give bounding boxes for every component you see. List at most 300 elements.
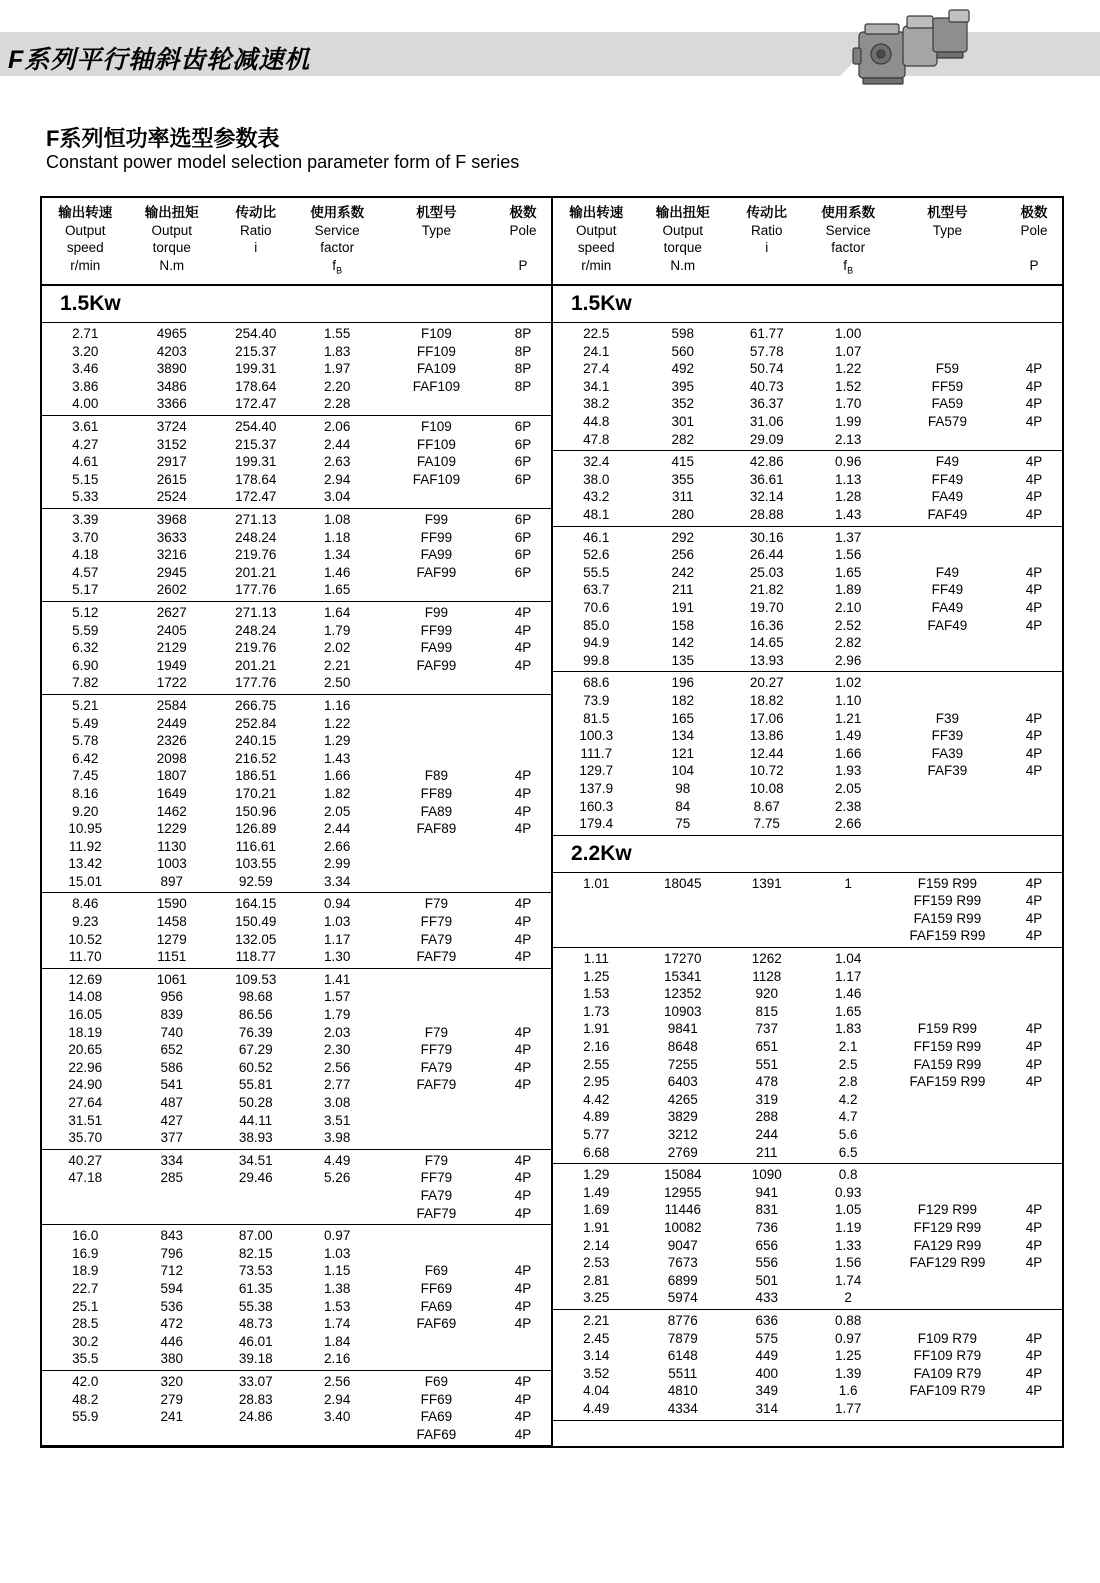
pole-label: 4P [514,803,532,819]
cell-output-speed: 32.4 38.0 43.2 48.1 [583,454,610,522]
type-label: F159 R99 [917,875,978,891]
type-label: FA109 R79 [913,1365,982,1381]
cell-output-speed: 8.46 9.23 10.52 11.70 [68,896,103,965]
cell-ratio: 20.27 18.82 17.06 13.86 12.44 10.72 10.08 8.67 7.75 [749,675,784,832]
cell-ratio: 42.86 36.61 32.14 28.88 [749,454,784,522]
type-label: FA49 [931,599,964,615]
cell-ratio: 30.16 26.44 25.03 21.82 19.70 16.36 14.65 13.93 [749,529,784,668]
cell-pole [1006,1164,1062,1309]
cell-output-torque: 4965 4203 3890 3486 3366 [156,326,187,412]
cell-pole [495,602,551,694]
col-sf-en1: Service [314,222,360,238]
pole-label: 4P [1025,893,1043,909]
pole-label: 4P [514,1077,532,1093]
cell-service-factor: 0.97 1.03 1.15 1.38 1.53 1.74 1.84 2.16 [324,1228,351,1367]
pole-label: 4P [1025,1219,1043,1235]
cell-ratio: 33.07 28.83 24.86 [238,1373,273,1425]
pole-label: 4P [514,1426,532,1442]
type-label: FA579 [927,414,967,430]
type-label: F79 [424,896,449,912]
col-output-speed-en2-r: speed [577,240,615,256]
type-label: FF59 [931,378,964,394]
pole-label: 4P [514,1152,532,1168]
header-right [552,198,1062,285]
cell-output-torque: 843 796 712 594 536 472 446 380 [160,1228,184,1367]
type-label: FF109 R79 [913,1348,982,1364]
type-label: FA129 R99 [913,1237,982,1253]
col-output-speed-unit-r: r/min [581,257,612,273]
col-output-torque-unit: N.m [159,257,185,273]
pole-label: 4P [514,896,532,912]
cell-service-factor: 4.49 5.26 [324,1152,351,1186]
type-label: FF109 [416,436,456,452]
type-label: FF69 [420,1391,453,1407]
type-label: F99 [424,512,449,527]
pole-label: 4P [1025,1074,1043,1090]
cell-pole [1006,873,1062,948]
data-group [42,695,551,894]
col-ratio-cn-r: 传动比 [746,205,787,220]
cell-output-torque: 415 355 311 280 [671,454,695,522]
type-label: FAF69 [416,1316,457,1332]
type-label: FF79 [420,1042,453,1058]
pole-label: 6P [514,547,532,563]
cell-type [889,948,1006,1164]
type-label: F59 [935,361,960,377]
col-pole-cn-r: 极数 [1020,205,1048,220]
type-label: F69 [424,1263,449,1279]
body-right-column [552,285,1062,1446]
col-service-factor-r [807,198,888,284]
type-label: FAF159 R99 [909,1074,986,1090]
col-sf-sym-f: f [332,257,337,273]
cell-ratio: 254.40 215.37 199.31 178.64 172.47 [235,419,277,505]
table-row [553,1310,1062,1420]
cell-output-speed: 46.1 52.6 55.5 63.7 70.6 85.0 94.9 99.8 [583,529,610,668]
cell-output-speed: 16.0 16.9 18.9 22.7 25.1 28.5 30.2 35.5 [72,1228,99,1367]
pole-label: 8P [514,361,532,377]
col-type [378,198,495,284]
cell-output-speed: 1.29 1.49 1.69 1.91 2.14 2.53 2.81 3.25 [583,1167,610,1306]
cell-ratio: 1090 941 831 736 656 556 501 433 [751,1167,782,1306]
col-type-cn: 机型号 [416,205,457,220]
type-label: FAF109 R79 [909,1383,986,1399]
cell-service-factor: 1.00 1.07 1.22 1.52 1.70 1.99 2.13 [835,326,862,447]
cell-output-speed: 2.71 3.20 3.46 3.86 4.00 [72,326,99,412]
cell-service-factor: 1.02 1.10 1.21 1.49 1.66 1.93 2.05 2.38 2.66 [835,675,862,832]
type-label: FAF99 [416,564,457,580]
col-service-factor [296,198,377,284]
table-row [42,323,551,415]
cell-output-torque: 3724 3152 2917 2615 2524 [156,419,187,505]
type-label: FA69 [420,1298,453,1314]
pole-label: 4P [1025,454,1043,470]
table-row [42,509,551,601]
col-sf-cn: 使用系数 [310,205,365,220]
pole-label: 8P [514,343,532,359]
cell-output-speed: 68.6 73.9 81.5 100.3 111.7 129.7 137.9 160.3 179.4 [579,675,614,832]
pole-label: 6P [514,529,532,545]
cell-service-factor: 0.94 1.03 1.17 1.30 [324,896,351,965]
col-ratio-en-r: Ratio [750,222,783,238]
type-label: FA59 [931,396,964,412]
cell-output-speed: 42.0 48.2 55.9 [72,1373,99,1425]
cell-output-torque: 196 182 165 134 121 104 98 84 75 [671,675,695,832]
pole-label: 4P [514,821,532,837]
pole-label: 4P [514,1170,532,1186]
cell-type [378,323,495,415]
type-label: FAF99 [416,657,457,673]
table-row [553,873,1062,948]
col-pole-en: Pole [509,222,537,238]
type-label: FAF129 R99 [909,1255,986,1271]
col-sf-sym-r [807,257,888,280]
cell-type [378,1150,495,1225]
type-label: FAF49 [927,617,968,633]
col-output-torque-en1-r: Output [662,222,704,238]
col-output-torque-cn: 输出扭矩 [144,205,199,220]
pole-label: 4P [1025,507,1043,522]
col-sf-sym-b: B [336,265,343,276]
cell-output-torque: 18045 [664,875,702,891]
cell-service-factor: 1 [844,875,852,891]
col-output-torque-en1: Output [151,222,193,238]
cell-type [378,969,495,1149]
col-sf-sym [296,257,377,280]
pole-label: 4P [1025,489,1043,505]
cell-ratio: 1262 1128 920 815 737 651 551 478 319 288 244 211 [751,951,782,1160]
pole-label: 4P [1025,875,1043,891]
pole-label: 6P [514,512,532,527]
cell-pole [1006,323,1062,451]
type-label: FF159 R99 [913,1039,982,1055]
col-sf-cn-r: 使用系数 [821,205,876,220]
type-label: F79 [424,1152,449,1168]
table-row [553,451,1062,526]
table-row [553,948,1062,1164]
cell-type [378,602,495,694]
pole-label: 4P [1025,710,1043,726]
pole-label: 4P [514,1391,532,1407]
col-output-speed-en2: speed [66,240,104,256]
data-group [42,1150,551,1225]
type-label: FF159 R99 [913,893,982,909]
type-label: FF49 [931,471,964,487]
pole-label: 4P [514,1373,532,1389]
pole-label: 4P [1025,396,1043,412]
cell-output-torque: 2627 2405 2129 1949 1722 [156,604,187,691]
pole-label: 4P [514,1187,532,1203]
cell-pole [495,969,551,1149]
col-output-torque-cn-r: 输出扭矩 [655,205,710,220]
type-label: FA79 [420,931,453,947]
pole-label: 8P [514,326,532,342]
section-title-cn: F系列恒功率选型参数表 [46,126,280,151]
cell-pole [495,1371,551,1446]
type-label: F109 R79 [917,1330,978,1346]
type-label: FF79 [420,1170,453,1186]
cell-output-speed: 5.21 5.49 5.78 6.42 7.45 8.16 9.20 10.95 11.92 13.42 15.01 [68,697,103,889]
type-label: FA79 [420,1187,453,1203]
pole-label: 4P [1025,1365,1043,1381]
cell-ratio: 109.53 98.68 86.56 76.39 67.29 60.52 55.81 50.28 44.11 38.93 [235,971,277,1146]
cell-service-factor: 1.41 1.57 1.79 2.03 2.30 2.56 2.77 3.08 3.51 3.98 [324,971,351,1146]
cell-service-factor: 2.56 2.94 3.40 [324,1373,351,1425]
pole-label: 4P [1025,564,1043,580]
col-ratio-en: Ratio [239,222,272,238]
col-type-en-r: Type [932,222,963,238]
cell-output-torque: 334 285 [160,1152,184,1186]
type-label: FF99 [420,622,453,638]
col-output-speed-en1-r: Output [575,222,617,238]
cell-output-torque: 2584 2449 2326 2098 1807 1649 1462 1229 1130 1003 897 [156,697,187,889]
table-row [42,602,551,694]
cell-output-torque: 1590 1458 1279 1151 [156,896,187,965]
cell-pole [1006,1310,1062,1420]
type-label: F49 [935,564,960,580]
cell-ratio: 87.00 82.15 73.53 61.35 55.38 48.73 46.01 39.18 [238,1228,273,1367]
col-ratio-sym: i [254,240,258,256]
type-label: FA69 [420,1409,453,1425]
cell-type [889,323,1006,451]
cell-pole [1006,672,1062,835]
cell-output-speed: 3.61 4.27 4.61 5.15 5.33 [72,419,99,505]
pole-label: 6P [514,419,532,435]
cell-ratio: 1391 [751,875,782,891]
cell-ratio: 34.51 29.46 [238,1152,273,1186]
table-row [42,1225,551,1370]
col-type-en: Type [421,222,452,238]
cell-output-torque: 15084 12955 11446 10082 9047 7673 6899 5974 [664,1167,702,1306]
cell-type [889,873,1006,948]
cell-service-factor: 0.8 0.93 1.05 1.19 1.33 1.56 1.74 2 [835,1167,862,1306]
data-group [42,1225,551,1371]
pole-label: 4P [514,622,532,638]
data-group [42,969,551,1150]
type-label: FAF79 [416,1205,457,1221]
right-data-blocks [553,286,1062,1420]
type-label: FF89 [420,785,453,801]
table-row [42,695,551,893]
cell-type [378,416,495,508]
col-pole-cn: 极数 [509,205,537,220]
cell-pole [495,416,551,508]
pole-label: 4P [1025,928,1043,944]
pole-label: 4P [1025,599,1043,615]
pole-label: 4P [1025,1021,1043,1037]
page-header [0,0,1100,100]
cell-type [889,1310,1006,1420]
type-label: F69 [424,1373,449,1389]
table-header-row [42,198,1062,285]
data-group [42,1371,551,1446]
pole-label: 4P [1025,582,1043,598]
type-label: FAF49 [927,507,968,522]
col-output-speed-en1: Output [64,222,106,238]
cell-type [378,695,495,893]
type-label: FF39 [931,728,964,744]
cell-output-torque: 598 560 492 395 352 301 282 [671,326,695,447]
type-label: FAF109 [412,378,461,394]
col-output-torque-en2: torque [152,240,191,256]
col-sf-sym-f-r: f [843,257,848,273]
left-data-blocks [42,286,551,1446]
table-row [42,893,551,968]
cell-output-speed: 40.27 47.18 [68,1152,103,1186]
type-label: FAF109 [412,471,461,487]
type-label: F109 [421,419,452,435]
pole-label: 4P [1025,1039,1043,1055]
cell-output-speed: 5.12 5.59 6.32 6.90 7.82 [72,604,99,691]
cell-output-torque: 17270 15341 12352 10903 9841 8648 7255 6403 4265 3829 3212 2769 [664,951,702,1160]
data-group [42,602,551,695]
type-label: FAF159 R99 [909,928,986,944]
cell-ratio: 164.15 150.49 132.05 118.77 [235,896,277,965]
pole-label: 4P [1025,1237,1043,1253]
cell-pole [495,695,551,893]
cell-type [378,1225,495,1370]
cell-ratio: 636 575 449 400 349 314 [755,1312,779,1416]
cell-pole [1006,948,1062,1164]
pole-label: 4P [514,768,532,784]
type-label: FAF39 [927,763,968,779]
table-row [553,672,1062,835]
cell-type [889,527,1006,672]
pole-label: 4P [514,1205,532,1221]
pole-label: 4P [1025,745,1043,761]
power-rating-header: 1.5Kw [553,286,1062,323]
col-sf-en2: factor [320,240,355,256]
table-row [42,969,551,1149]
data-group [42,509,551,602]
data-group [553,1310,1062,1421]
col-output-torque [129,198,216,284]
col-pole-r [1006,198,1062,284]
col-type-cn-r: 机型号 [927,205,968,220]
type-label: FF79 [420,914,453,930]
type-label: FAF79 [416,949,457,965]
pole-label: 4P [1025,471,1043,487]
type-label: FA79 [420,1059,453,1075]
pole-label: 4P [514,931,532,947]
col-ratio [215,198,296,284]
col-ratio-cn: 传动比 [235,205,276,220]
data-group [553,948,1062,1164]
parameter-table [40,196,1064,1448]
cell-output-speed: 3.39 3.70 4.18 4.57 5.17 [72,512,99,598]
table-row [553,323,1062,451]
pole-label: 4P [514,1409,532,1425]
page-title: F系列平行轴斜齿轮减速机 [8,46,311,74]
pole-label: 4P [514,914,532,930]
table-row [553,527,1062,672]
cell-service-factor: 1.04 1.17 1.46 1.65 1.83 2.1 2.5 2.8 4.2 4.7 5.6 6.5 [835,951,862,1160]
pole-label: 4P [514,1280,532,1296]
type-label: FA89 [420,803,453,819]
type-label: FA99 [420,547,453,563]
cell-service-factor: 1.16 1.22 1.29 1.43 1.66 1.82 2.05 2.44 2.66 2.99 3.34 [324,697,351,889]
type-label: F89 [424,768,449,784]
cell-ratio: 271.13 248.24 219.76 201.21 177.76 [235,512,277,598]
cell-type [378,509,495,601]
cell-pole [495,893,551,968]
pole-label: 4P [1025,1056,1043,1072]
type-label: F159 R99 [917,1021,978,1037]
type-label: F99 [424,604,449,620]
pole-label: 4P [514,949,532,965]
type-label: FA109 [416,361,456,377]
cell-output-torque: 320 279 241 [160,1373,184,1425]
cell-type [889,672,1006,835]
cell-output-torque: 8776 7879 6148 5511 4810 4334 [667,1312,698,1416]
cell-service-factor: 2.06 2.44 2.63 2.94 3.04 [324,419,351,505]
pole-label: 4P [1025,617,1043,633]
pole-label: 4P [1025,1202,1043,1218]
col-pole [495,198,551,284]
data-group [42,893,551,968]
col-pole-sym-r: P [1029,257,1039,273]
col-output-torque-en2-r: torque [663,240,702,256]
cell-service-factor: 1.08 1.18 1.34 1.46 1.65 [324,512,351,598]
cell-output-speed: 12.69 14.08 16.05 18.19 20.65 22.96 24.90 27.64 31.51 35.70 [68,971,103,1146]
pole-label: 4P [1025,1255,1043,1271]
pole-label: 4P [514,1316,532,1332]
type-label: FAF89 [416,821,457,837]
col-output-speed-cn-r: 输出转速 [569,205,624,220]
pole-label: 4P [1025,763,1043,779]
col-pole-sym: P [518,257,528,273]
cell-output-speed: 2.21 2.45 3.14 3.52 4.04 4.49 [583,1312,610,1416]
type-label: F39 [935,710,960,726]
cell-pole [1006,527,1062,672]
cell-output-speed: 22.5 24.1 27.4 34.1 38.2 44.8 47.8 [583,326,610,447]
type-label: FF99 [420,529,453,545]
cell-ratio: 254.40 215.37 199.31 178.64 172.47 [235,326,277,412]
body-left-column [42,285,552,1446]
cell-output-torque: 3968 3633 3216 2945 2602 [156,512,187,598]
pole-label: 6P [514,454,532,470]
data-group [553,323,1062,451]
type-label: FF109 [416,343,456,359]
pole-label: 8P [514,378,532,394]
pole-label: 4P [1025,1383,1043,1399]
pole-label: 4P [514,1024,532,1040]
data-group [553,451,1062,526]
table-row [42,416,551,508]
pole-label: 4P [1025,361,1043,377]
data-group [553,527,1062,673]
type-label: F79 [424,1024,449,1040]
gear-reducer-icon [845,2,975,98]
type-label: FAF69 [416,1426,457,1442]
col-output-speed [42,198,129,284]
pole-label: 4P [514,785,532,801]
col-ratio-sym-r: i [765,240,769,256]
type-label: FA159 R99 [913,1056,982,1072]
pole-label: 4P [1025,1330,1043,1346]
table-row [42,1150,551,1225]
cell-type [889,451,1006,526]
pole-label: 4P [514,1298,532,1314]
cell-ratio: 271.13 248.24 219.76 201.21 177.76 [235,604,277,691]
table-body-row [42,285,1062,1446]
col-output-torque-unit-r: N.m [670,257,696,273]
cell-type [889,1164,1006,1309]
cell-type [378,893,495,968]
cell-pole [495,323,551,415]
table-row [553,1164,1062,1309]
pole-label: 4P [514,1059,532,1075]
